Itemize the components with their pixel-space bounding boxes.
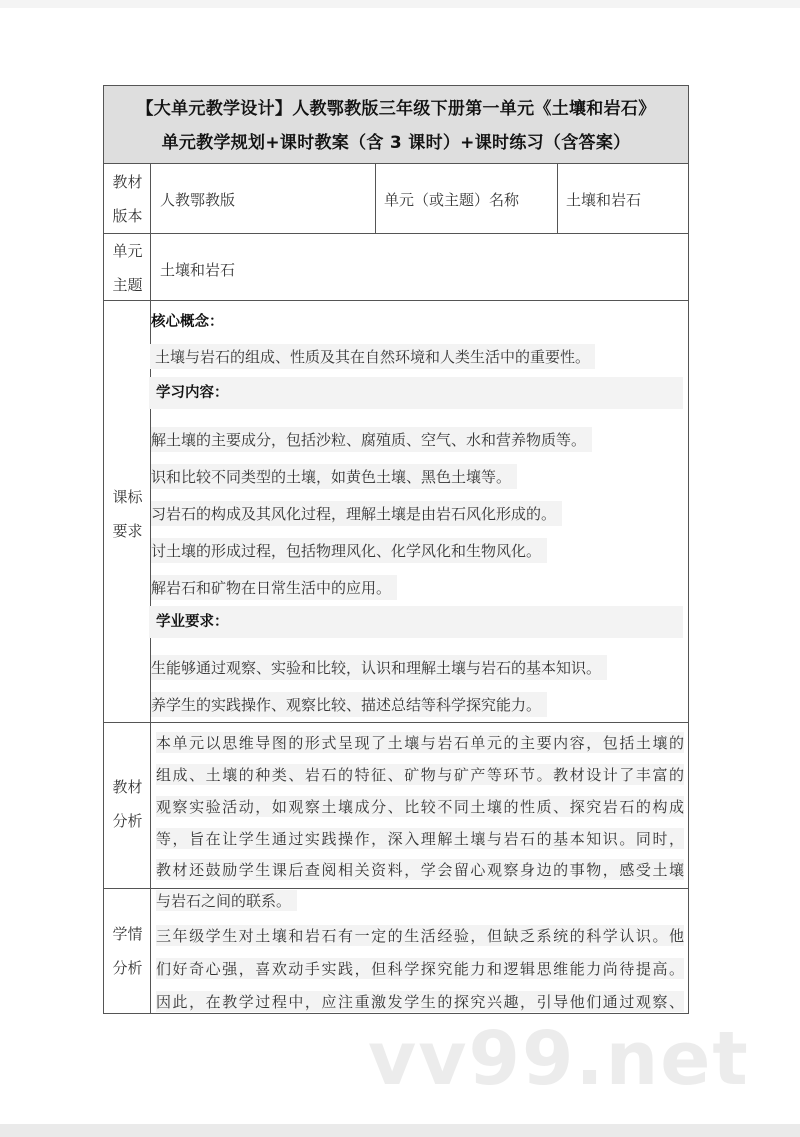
edition-value-cell xyxy=(150,163,376,234)
material-line: 与岩石之间的联系。 xyxy=(156,890,297,911)
theme-value-cell xyxy=(150,233,689,301)
content-item: 讨土壤的形成过程，包括物理风化、化学风化和生物风化。 xyxy=(151,538,547,563)
label-line: 分析 xyxy=(112,812,143,830)
material-line: 等，旨在让学生通过实践操作，深入理解土壤与岩石的基本知识。同时， xyxy=(156,830,684,848)
students-label-cell xyxy=(103,888,151,1014)
label-line: 教材 xyxy=(112,778,143,796)
label-line: 要求 xyxy=(112,522,143,540)
label-line: 教材 xyxy=(112,173,143,191)
learning-content-heading: 学习内容： xyxy=(149,377,683,409)
material-line: 观察实验活动，如观察土壤成分、比较不同土壤的性质、探究岩石的构成 xyxy=(156,798,684,816)
label-line: 版本 xyxy=(112,207,143,225)
academic-item: 生能够通过观察、实验和比较，认识和理解土壤与岩石的基本知识。 xyxy=(151,655,607,680)
label-line: 课标 xyxy=(112,488,143,506)
core-concept-heading: 核心概念： xyxy=(151,314,224,330)
material-label-cell xyxy=(103,722,151,889)
core-concept-text: 土壤与岩石的组成、性质及其在自然环境和人类生活中的重要性。 xyxy=(150,344,595,369)
students-line: 因此，在教学过程中，应注重激发学生的探究兴趣，引导他们通过观察、 xyxy=(156,993,684,1011)
bottom-strip xyxy=(0,1124,800,1137)
students-line: 三年级学生对土壤和岩石有一定的生活经验，但缺乏系统的科学认识。他 xyxy=(156,927,684,945)
label-line: 主题 xyxy=(112,276,143,294)
academic-requirements-heading: 学业要求： xyxy=(149,606,683,638)
label-line: 学情 xyxy=(112,925,143,943)
theme-value: 土壤和岩石 xyxy=(160,261,236,279)
unit-name-value: 土壤和岩石 xyxy=(566,191,642,209)
edition-label-cell xyxy=(103,163,151,234)
label-line: 单元 xyxy=(112,242,143,260)
academic-item: 养学生的实践操作、观察比较、描述总结等科学探究能力。 xyxy=(151,692,547,717)
title-cell xyxy=(103,85,689,164)
unit-name-label: 单元（或主题）名称 xyxy=(384,191,520,209)
theme-label-cell xyxy=(103,233,151,301)
watermark: vv99.net xyxy=(368,1016,750,1102)
title-line-1: 【大单元教学设计】人教鄂教版三年级下册第一单元《土壤和岩石》 xyxy=(136,99,656,119)
edition-value: 人教鄂教版 xyxy=(160,191,236,209)
content-item: 解土壤的主要成分，包括沙粒、腐殖质、空气、水和营养物质等。 xyxy=(151,427,592,452)
material-line: 本单元以思维导图的形式呈现了土壤与岩石单元的主要内容，包括土壤的 xyxy=(156,734,684,752)
material-line: 教材还鼓励学生课后查阅相关资料，学会留心观察身边的事物，感受土壤 xyxy=(156,861,684,879)
top-strip xyxy=(0,0,800,8)
content-item: 解岩石和矿物在日常生活中的应用。 xyxy=(151,575,397,600)
title-line-2: 单元教学规划+课时教案（含 3 课时）+课时练习（含答案） xyxy=(161,133,631,153)
students-line: 们好奇心强，喜欢动手实践，但科学探究能力和逻辑思维能力尚待提高。 xyxy=(156,960,684,978)
content-item: 识和比较不同类型的土壤，如黄色土壤、黑色土壤等。 xyxy=(151,464,517,489)
unit-name-value-cell xyxy=(557,163,689,234)
unit-name-label-cell xyxy=(375,163,558,234)
label-line: 分析 xyxy=(112,959,143,977)
standards-label-cell xyxy=(103,300,151,723)
content-item: 习岩石的构成及其风化过程，理解土壤是由岩石风化形成的。 xyxy=(151,501,562,526)
material-line: 组成、土壤的种类、岩石的特征、矿物与矿产等环节。教材设计了丰富的 xyxy=(156,766,684,784)
